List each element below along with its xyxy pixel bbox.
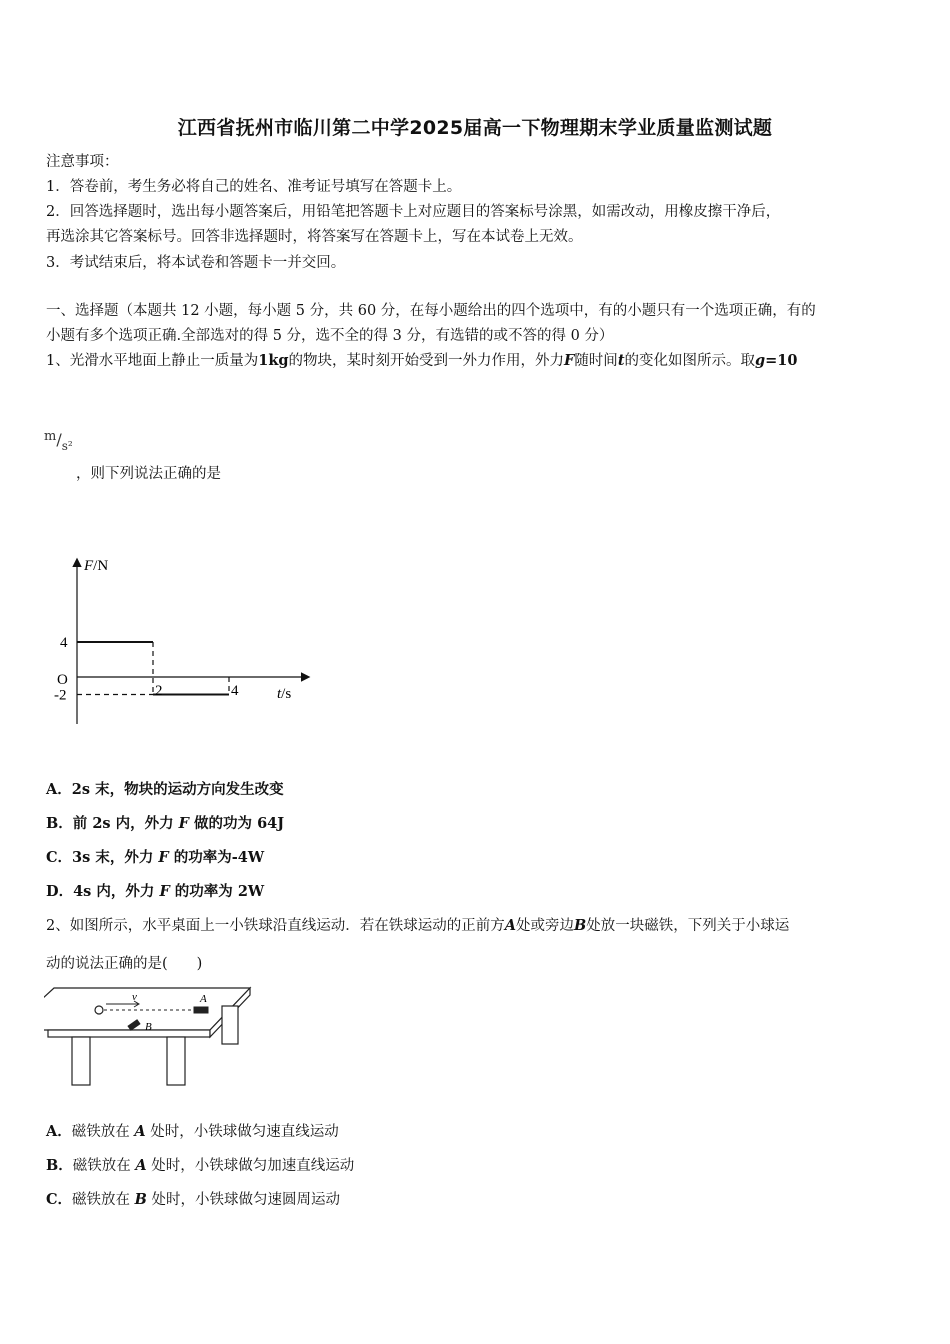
option-text: 的功率为 2W [169, 883, 265, 900]
y-axis-label: F/N [84, 558, 109, 574]
note-item: 2．回答选择题时，选出每小题答案后，用铅笔把答题卡上对应题目的答案标号涂黑，如需改动，用橡皮擦干净后， [46, 204, 781, 220]
q2-option-c[interactable] [46, 1190, 340, 1210]
x-tick-4: 4 [231, 683, 239, 699]
q1-text: 的物块，某时刻开始受到一外力作用，外力 [288, 353, 565, 369]
q2-var-b: B [574, 917, 587, 934]
q1-unit-fraction: m/s² [44, 429, 73, 453]
q2-option-a[interactable] [46, 1122, 339, 1142]
option-var: A [134, 1123, 146, 1140]
option-letter: C． [46, 1191, 73, 1208]
y-tick-4: 4 [60, 635, 68, 651]
x-tick-2: 2 [155, 683, 163, 699]
magnet-a [194, 1007, 208, 1013]
q2-text: 处或旁边 [516, 918, 574, 934]
q1-text: 1、光滑水平地面上静止一质量为 [46, 353, 259, 369]
option-letter: D． [46, 883, 74, 900]
q2-text: 处放一块磁铁，下列关于小球运 [586, 918, 790, 934]
label-a: A [200, 993, 207, 1005]
option-letter: B． [46, 815, 73, 832]
page-title: 江西省抚州市临川第二中学2025届高一下物理期末学业质量监测试题 [177, 117, 773, 139]
option-text: 处时，小铁球做匀加速直线运动 [146, 1158, 355, 1174]
table-edge-front [48, 1030, 210, 1037]
option-letter: A． [46, 781, 72, 798]
q1-option-b[interactable] [46, 814, 284, 834]
notes-heading: 注意事项： [46, 154, 119, 170]
option-text: 3s 末，外力 [72, 849, 159, 866]
option-text: 处时，小铁球做匀速直线运动 [145, 1124, 339, 1140]
q1-unit-den: s² [61, 439, 73, 453]
option-var: B [134, 1191, 147, 1208]
velocity-label: v [132, 991, 137, 1003]
option-letter: C． [46, 849, 73, 866]
origin-label: O [57, 672, 68, 688]
table-figure [44, 984, 254, 1088]
x-axis-label: t/s [277, 686, 292, 702]
section-instructions-cont: 小题有多个选项正确.全部选对的得 5 分，选不全的得 3 分，有选错的或不答的得 0 分） [46, 328, 614, 344]
option-text: 处时，小铁球做匀速圆周运动 [146, 1192, 341, 1208]
iron-ball [95, 1006, 103, 1014]
q1-text: 随时间 [574, 353, 618, 369]
q1-stem-tail: ，则下列说法正确的是 [76, 466, 221, 482]
q1-mass: 1kg [258, 352, 289, 369]
section-instructions: 一、选择题（本题共 12 小题，每小题 5 分，共 60 分，在每小题给出的四个选项中，有的小题只有一个选项正确，有的 [46, 303, 816, 319]
q2-text: 2、如图所示，水平桌面上一小铁球沿直线运动．若在铁球运动的正前方 [46, 918, 505, 934]
table-leg [167, 1037, 185, 1085]
option-var: F [159, 883, 170, 900]
table-leg [72, 1037, 90, 1085]
q1-text: 的变化如图所示。取 [624, 353, 756, 369]
option-text: 2s 末，物块的运动方向发生改变 [71, 781, 284, 798]
label-b: B [145, 1021, 152, 1033]
q1-option-a[interactable] [46, 780, 284, 800]
option-var: F [178, 815, 189, 832]
q2-option-b[interactable] [46, 1156, 354, 1176]
q1-var-g: g [755, 352, 766, 369]
note-item: 1．答卷前，考生务必将自己的姓名、准考证号填写在答题卡上。 [46, 179, 462, 195]
q1-g-value: =10 [765, 352, 798, 369]
q2-var-a: A [504, 917, 516, 934]
force-time-graph [40, 552, 320, 732]
option-text: 磁铁放在 [71, 1124, 135, 1140]
option-letter: A． [46, 1123, 72, 1140]
option-text: 4s 内，外力 [73, 883, 160, 900]
option-text: 磁铁放在 [72, 1158, 136, 1174]
option-text: 做的功为 64J [188, 815, 285, 832]
q1-option-d[interactable] [46, 882, 264, 902]
q1-stem [46, 351, 797, 371]
q1-var-t: t [617, 352, 625, 369]
option-letter: B． [46, 1157, 73, 1174]
q1-unit-num: m [44, 429, 57, 444]
note-item: 再选涂其它答案标号。回答非选择题时，将答案写在答题卡上，写在本试卷上无效。 [46, 229, 583, 245]
option-text: 磁铁放在 [72, 1192, 135, 1208]
table-leg-back [222, 1006, 238, 1044]
option-text: 的功率为-4W [168, 849, 265, 866]
option-var: A [135, 1157, 147, 1174]
y-tick-neg2: -2 [54, 687, 67, 704]
q1-var-f: F [564, 352, 575, 369]
q1-option-c[interactable] [46, 848, 264, 868]
option-text: 前 2s 内，外力 [72, 815, 179, 832]
q2-stem-cont: 动的说法正确的是( ) [46, 956, 203, 972]
note-item: 3．考试结束后，将本试卷和答题卡一并交回。 [46, 255, 346, 271]
q2-stem [46, 916, 789, 936]
option-var: F [158, 849, 169, 866]
